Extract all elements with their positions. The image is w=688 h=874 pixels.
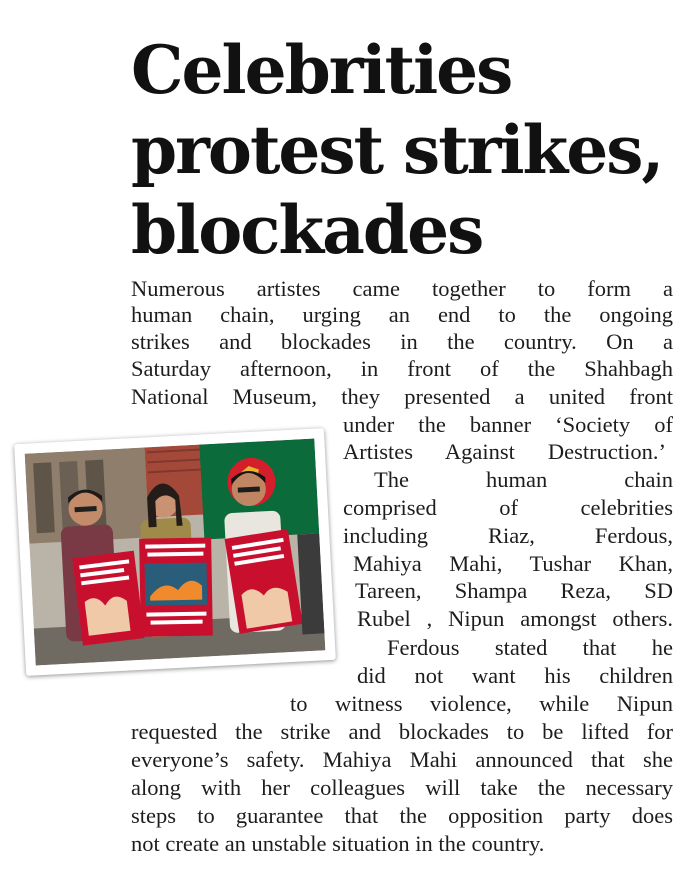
body-line: not create an unstable situation in the country. [131, 831, 545, 856]
body-line: including Riaz, Ferdous, [343, 523, 673, 548]
protest-photo-image [25, 439, 326, 666]
body-line: The human chain [374, 467, 673, 492]
body-line: requested the strike and blockades to be lifted for [131, 719, 673, 744]
body-line: Saturday afternoon, in front of the Shahbagh [131, 356, 673, 381]
headline [131, 30, 671, 270]
body-line: under the banner ‘Society of [343, 412, 673, 437]
body-line: Numerous artistes came together to form a [131, 276, 673, 301]
body-line: human chain, urging an end to the ongoing [131, 302, 673, 327]
body-line: Rubel , Nipun amongst others. [357, 606, 673, 631]
headline-line-2: protest strikes, [131, 111, 663, 189]
body-line: comprised of celebrities [343, 495, 673, 520]
body-line: Tareen, Shampa Reza, SD [355, 578, 673, 603]
headline-line-1: Celebrities [131, 31, 512, 109]
body-line: Ferdous stated that he [387, 635, 673, 660]
body-line: to witness violence, while Nipun [290, 691, 673, 716]
body-line: steps to guarantee that the opposition party does [131, 803, 673, 828]
headline-line-3: blockades [131, 191, 483, 269]
body-line: everyone’s safety. Mahiya Mahi announced that she [131, 747, 673, 772]
body-line: National Museum, they presented a united front [131, 384, 673, 409]
body-line: Artistes Against Destruction.’ [343, 439, 666, 464]
body-line: strikes and blockades in the country. On a [131, 329, 673, 354]
body-line: did not want his children [357, 663, 673, 688]
body-line: along with her colleagues will take the necessary [131, 775, 673, 800]
body-line: Mahiya Mahi, Tushar Khan, [353, 551, 673, 576]
protest-photo [14, 428, 336, 676]
